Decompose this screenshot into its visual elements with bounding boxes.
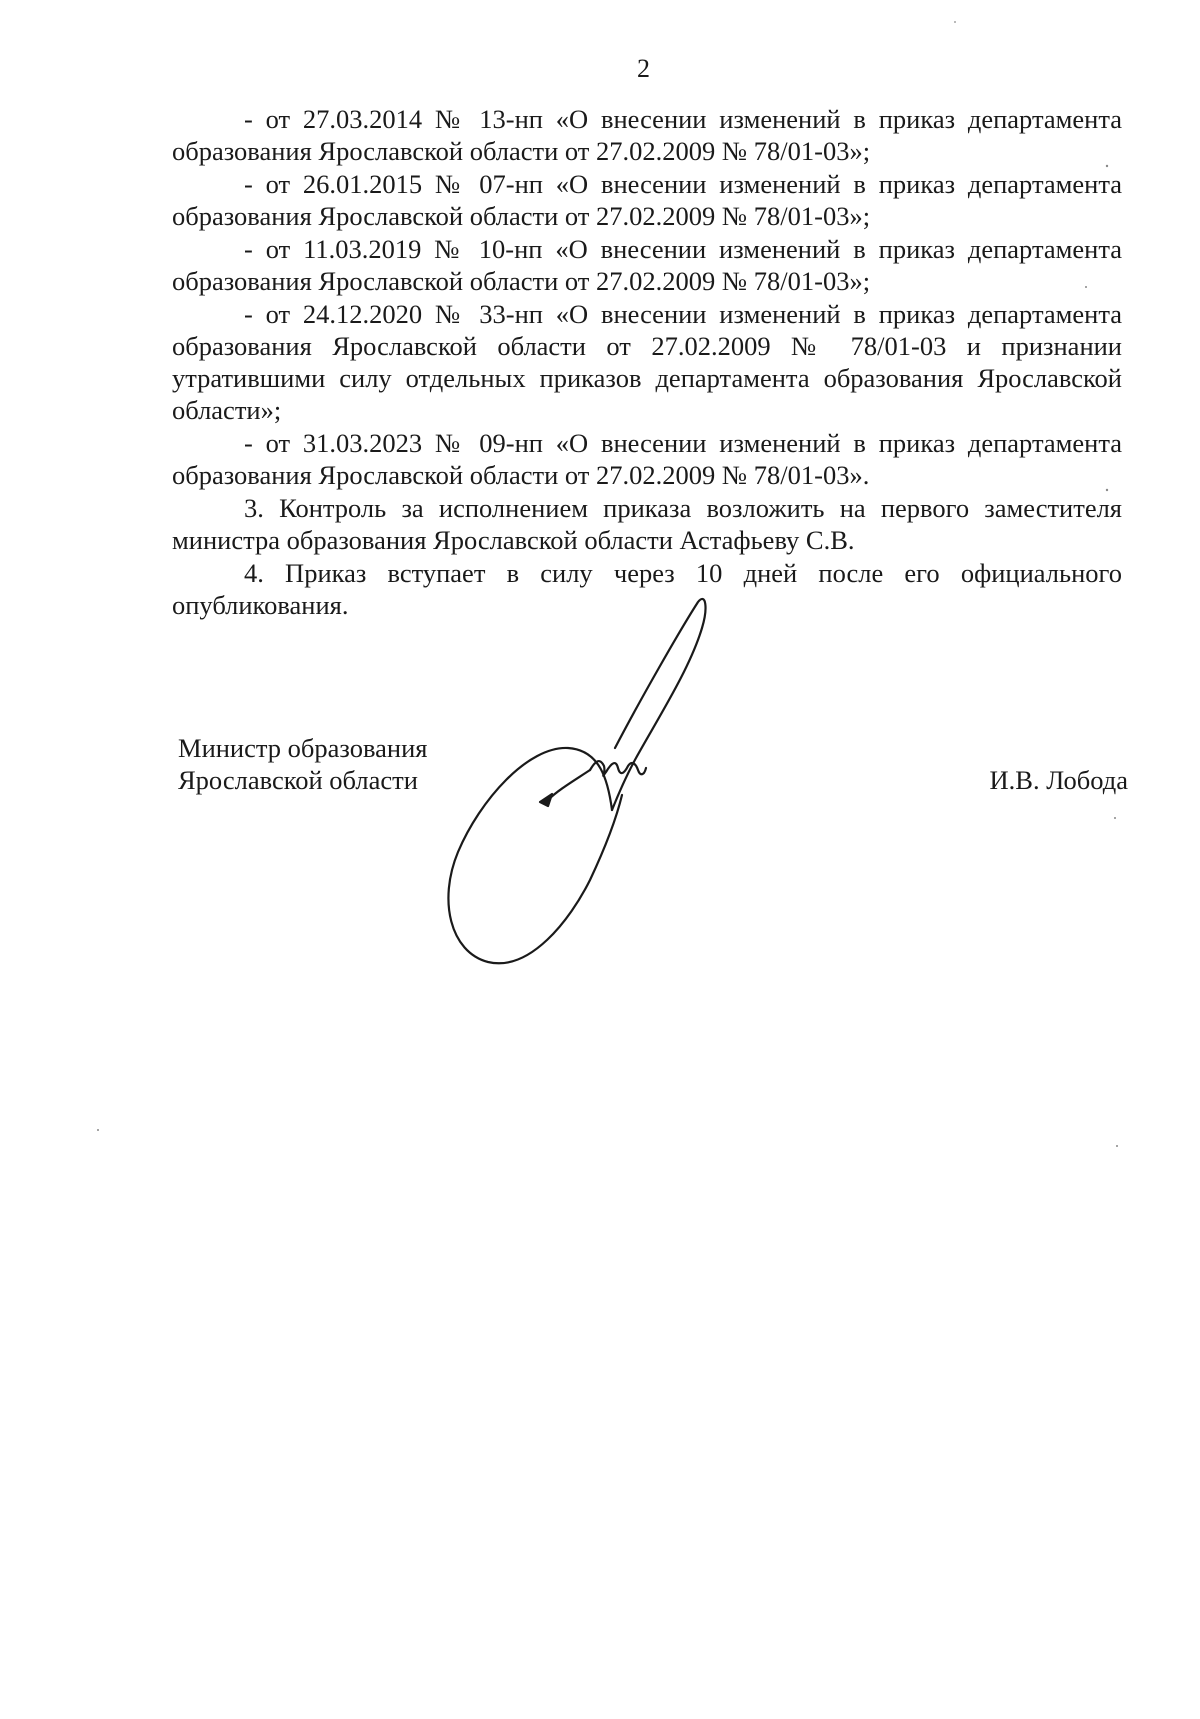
signature-block [178, 732, 1128, 802]
clause-4-effective: 4. Приказ вступает в силу через 10 дней после его официального опубликования. [172, 558, 1122, 620]
amendment-item-2014: - от 27.03.2014 № 13-нп «О внесении изменений в приказ департамента образования Ярославской области от 27.02.2009 № 78/01-03»; [172, 104, 1122, 166]
document-body [172, 103, 1122, 622]
signatory-name: И.В. Лобода [989, 765, 1128, 795]
amendment-item-2019: - от 11.03.2019 № 10-нп «О внесении изменений в приказ департамента образования Ярославской области от 27.02.2009 № 78/01-03»; [172, 234, 1122, 296]
clause-3-control: 3. Контроль за исполнением приказа возложить на первого заместителя министра образования Ярославской области Астафьеву С.В. [172, 493, 1122, 555]
page-number: 2 [637, 54, 650, 83]
signatory-title-line-2: Ярославской области [178, 765, 418, 795]
amendment-item-2023: - от 31.03.2023 № 09-нп «О внесении изменений в приказ департамента образования Ярославской области от 27.02.2009 № 78/01-03». [172, 428, 1122, 490]
amendment-item-2020: - от 24.12.2020 № 33-нп «О внесении изменений в приказ департамента образования Ярославской области от 27.02.2009 № 78/01-03 и признании утратившими силу отдельных приказов департамента образования Ярославской области»; [172, 299, 1122, 425]
signatory-title-line-1: Министр образования [178, 733, 428, 763]
signatory-title [178, 732, 427, 796]
amendment-item-2015: - от 26.01.2015 № 07-нп «О внесении изменений в приказ департамента образования Ярославской области от 27.02.2009 № 78/01-03»; [172, 169, 1122, 231]
